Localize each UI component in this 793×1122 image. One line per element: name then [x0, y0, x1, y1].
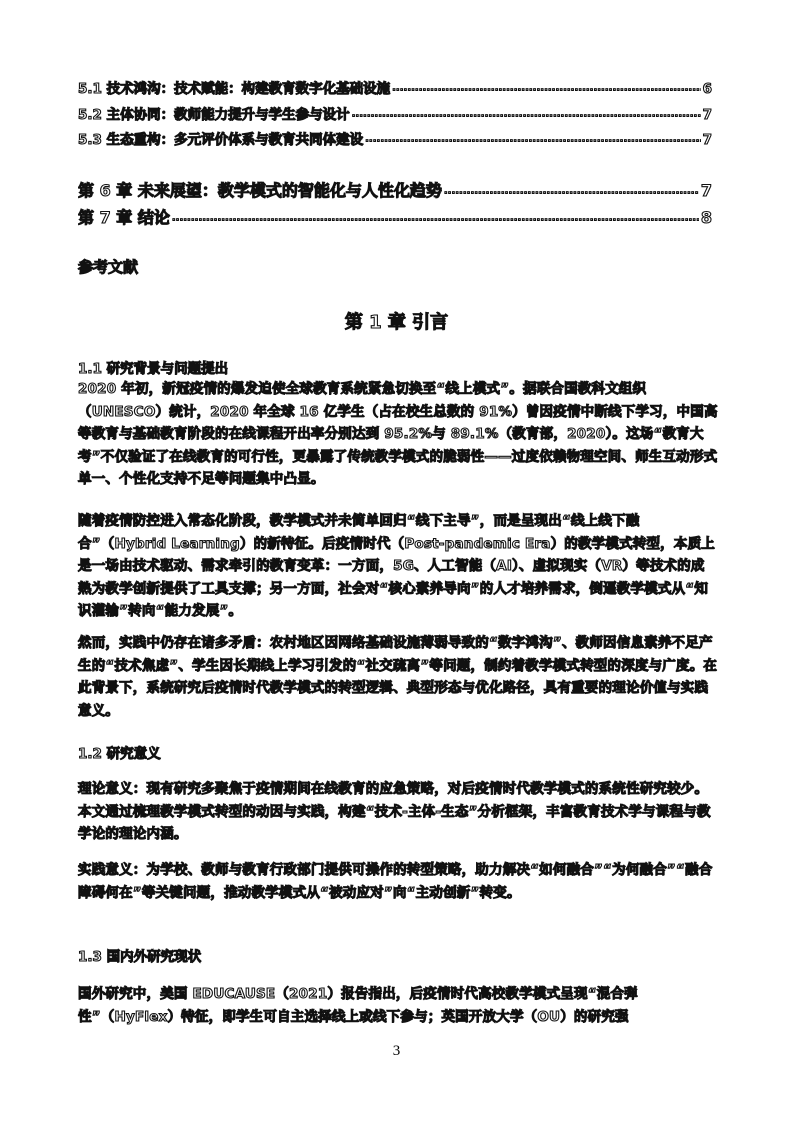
toc-entry-label: 5.3 生态重构：多元评价体系与教育共同体建设: [78, 132, 364, 148]
paragraph-contradictions: 然而，实践中仍存在诸多矛盾：农村地区因网络基础设施薄弱导致的“数字鸿沟”、教师因信息素养不足产生的“技术焦虑”、学生因长期线上学习引发的“社交疏离”等问题，制约着教学模式转型的深度与广度。在此背景下，系统研究后疫情时代教学模式的转型逻辑、典型形态与优化路径，具有重要的理论价值与实践意义。: [78, 635, 718, 719]
toc-entry-chapter-7[interactable]: [78, 205, 712, 228]
toc-leader-dots: [365, 136, 700, 147]
section-heading-1-1: 1.1 研究背景与问题提出: [78, 361, 229, 377]
toc-entry-label: 5.1 技术鸿沟：技术赋能：构建教育数字化基础设施: [78, 81, 391, 97]
section-heading-1-2: 1.2 研究意义: [78, 746, 161, 762]
toc-page-number: 7: [702, 132, 712, 148]
references-heading: 参考文献: [78, 258, 139, 276]
toc-leader-dots: [444, 188, 699, 199]
toc-page-number: 7: [702, 107, 712, 123]
paragraph-foreign-research: 国外研究中，美国 EDUCAUSE（2021）报告指出，后疫情时代高校教学模式呈现“混合弹性”（HyFlex）特征，即学生可自主选择线上或线下参与；英国开放大学（OU）的研究强: [78, 986, 638, 1025]
section-heading-1-3: 1.3 国内外研究现状: [78, 949, 202, 965]
toc-leader-dots: [352, 111, 701, 122]
toc-entry-5-1[interactable]: [78, 77, 712, 97]
paragraph-theoretical-significance: 理论意义：现有研究多聚焦于疫情期间在线教育的应急策略，对后疫情时代教学模式的系统性研究较少。本文通过梳理教学模式转型的动因与实践，构建“技术-主体-生态”分析框架，丰富教育技术学与课程与教学论的理论内涵。: [78, 781, 711, 842]
toc-entry-5-3[interactable]: [78, 128, 712, 148]
toc-page-number: 7: [700, 181, 712, 200]
paragraph-hybrid-learning: 随着疫情防控进入常态化阶段，教学模式并未简单回归“线下主导”，而是呈现出“线上线下融合”（Hybrid Learning）的新特征。后疫情时代（Post-pandemic Era）的教学模式转型，本质上是一场由技术驱动、需求牵引的教育变革：一方面，5G、人工智能（AI）、虚拟现实（VR）等技术的成熟为教学创新提供了工具支撑；另一方面，社会对“核心素养导向”的人才培养需求，倒逼教学模式从“知识灌输”转向“能力发展”。: [78, 513, 715, 619]
page-number: 3: [392, 1043, 401, 1059]
toc-page-number: 8: [700, 208, 712, 227]
paragraph-background: 2020 年初，新冠疫情的爆发迫使全球教育系统紧急切换至“线上模式”。据联合国教科文组织（UNESCO）统计，2020 年全球 16 亿学生（占在校生总数的 91%）曾因疫情中断线下学习，中国高等教育与基础教育阶段的在线课程开出率分别达到 95.2%与 89.1%（教育部，2020）。这场“教育大考”不仅验证了在线教育的可行性，更暴露了传统教学模式的脆弱性——过度依赖物理空间、师生互动形式单一、个性化支持不足等问题集中凸显。: [78, 381, 718, 487]
toc-page-number: 6: [702, 81, 712, 97]
toc-entry-chapter-6[interactable]: [78, 178, 712, 201]
toc-leader-dots: [392, 85, 700, 96]
toc-entry-label: 第 7 章 结论: [78, 208, 170, 227]
paragraph-practical-significance: 实践意义：为学校、教师与教育行政部门提供可操作的转型策略，助力解决“如何融合”“为何融合”“融合障碍何在”等关键问题，推动教学模式从“被动应对”向“主动创新”转变。: [78, 862, 713, 901]
toc-entry-5-2[interactable]: [78, 103, 712, 123]
toc-leader-dots: [172, 215, 699, 226]
toc-entry-label: 第 6 章 未来展望：教学模式的智能化与人性化趋势: [78, 181, 442, 200]
chapter-title: 第 1 章 引言: [344, 312, 449, 333]
toc-entry-label: 5.2 主体协同：教师能力提升与学生参与设计: [78, 107, 350, 123]
